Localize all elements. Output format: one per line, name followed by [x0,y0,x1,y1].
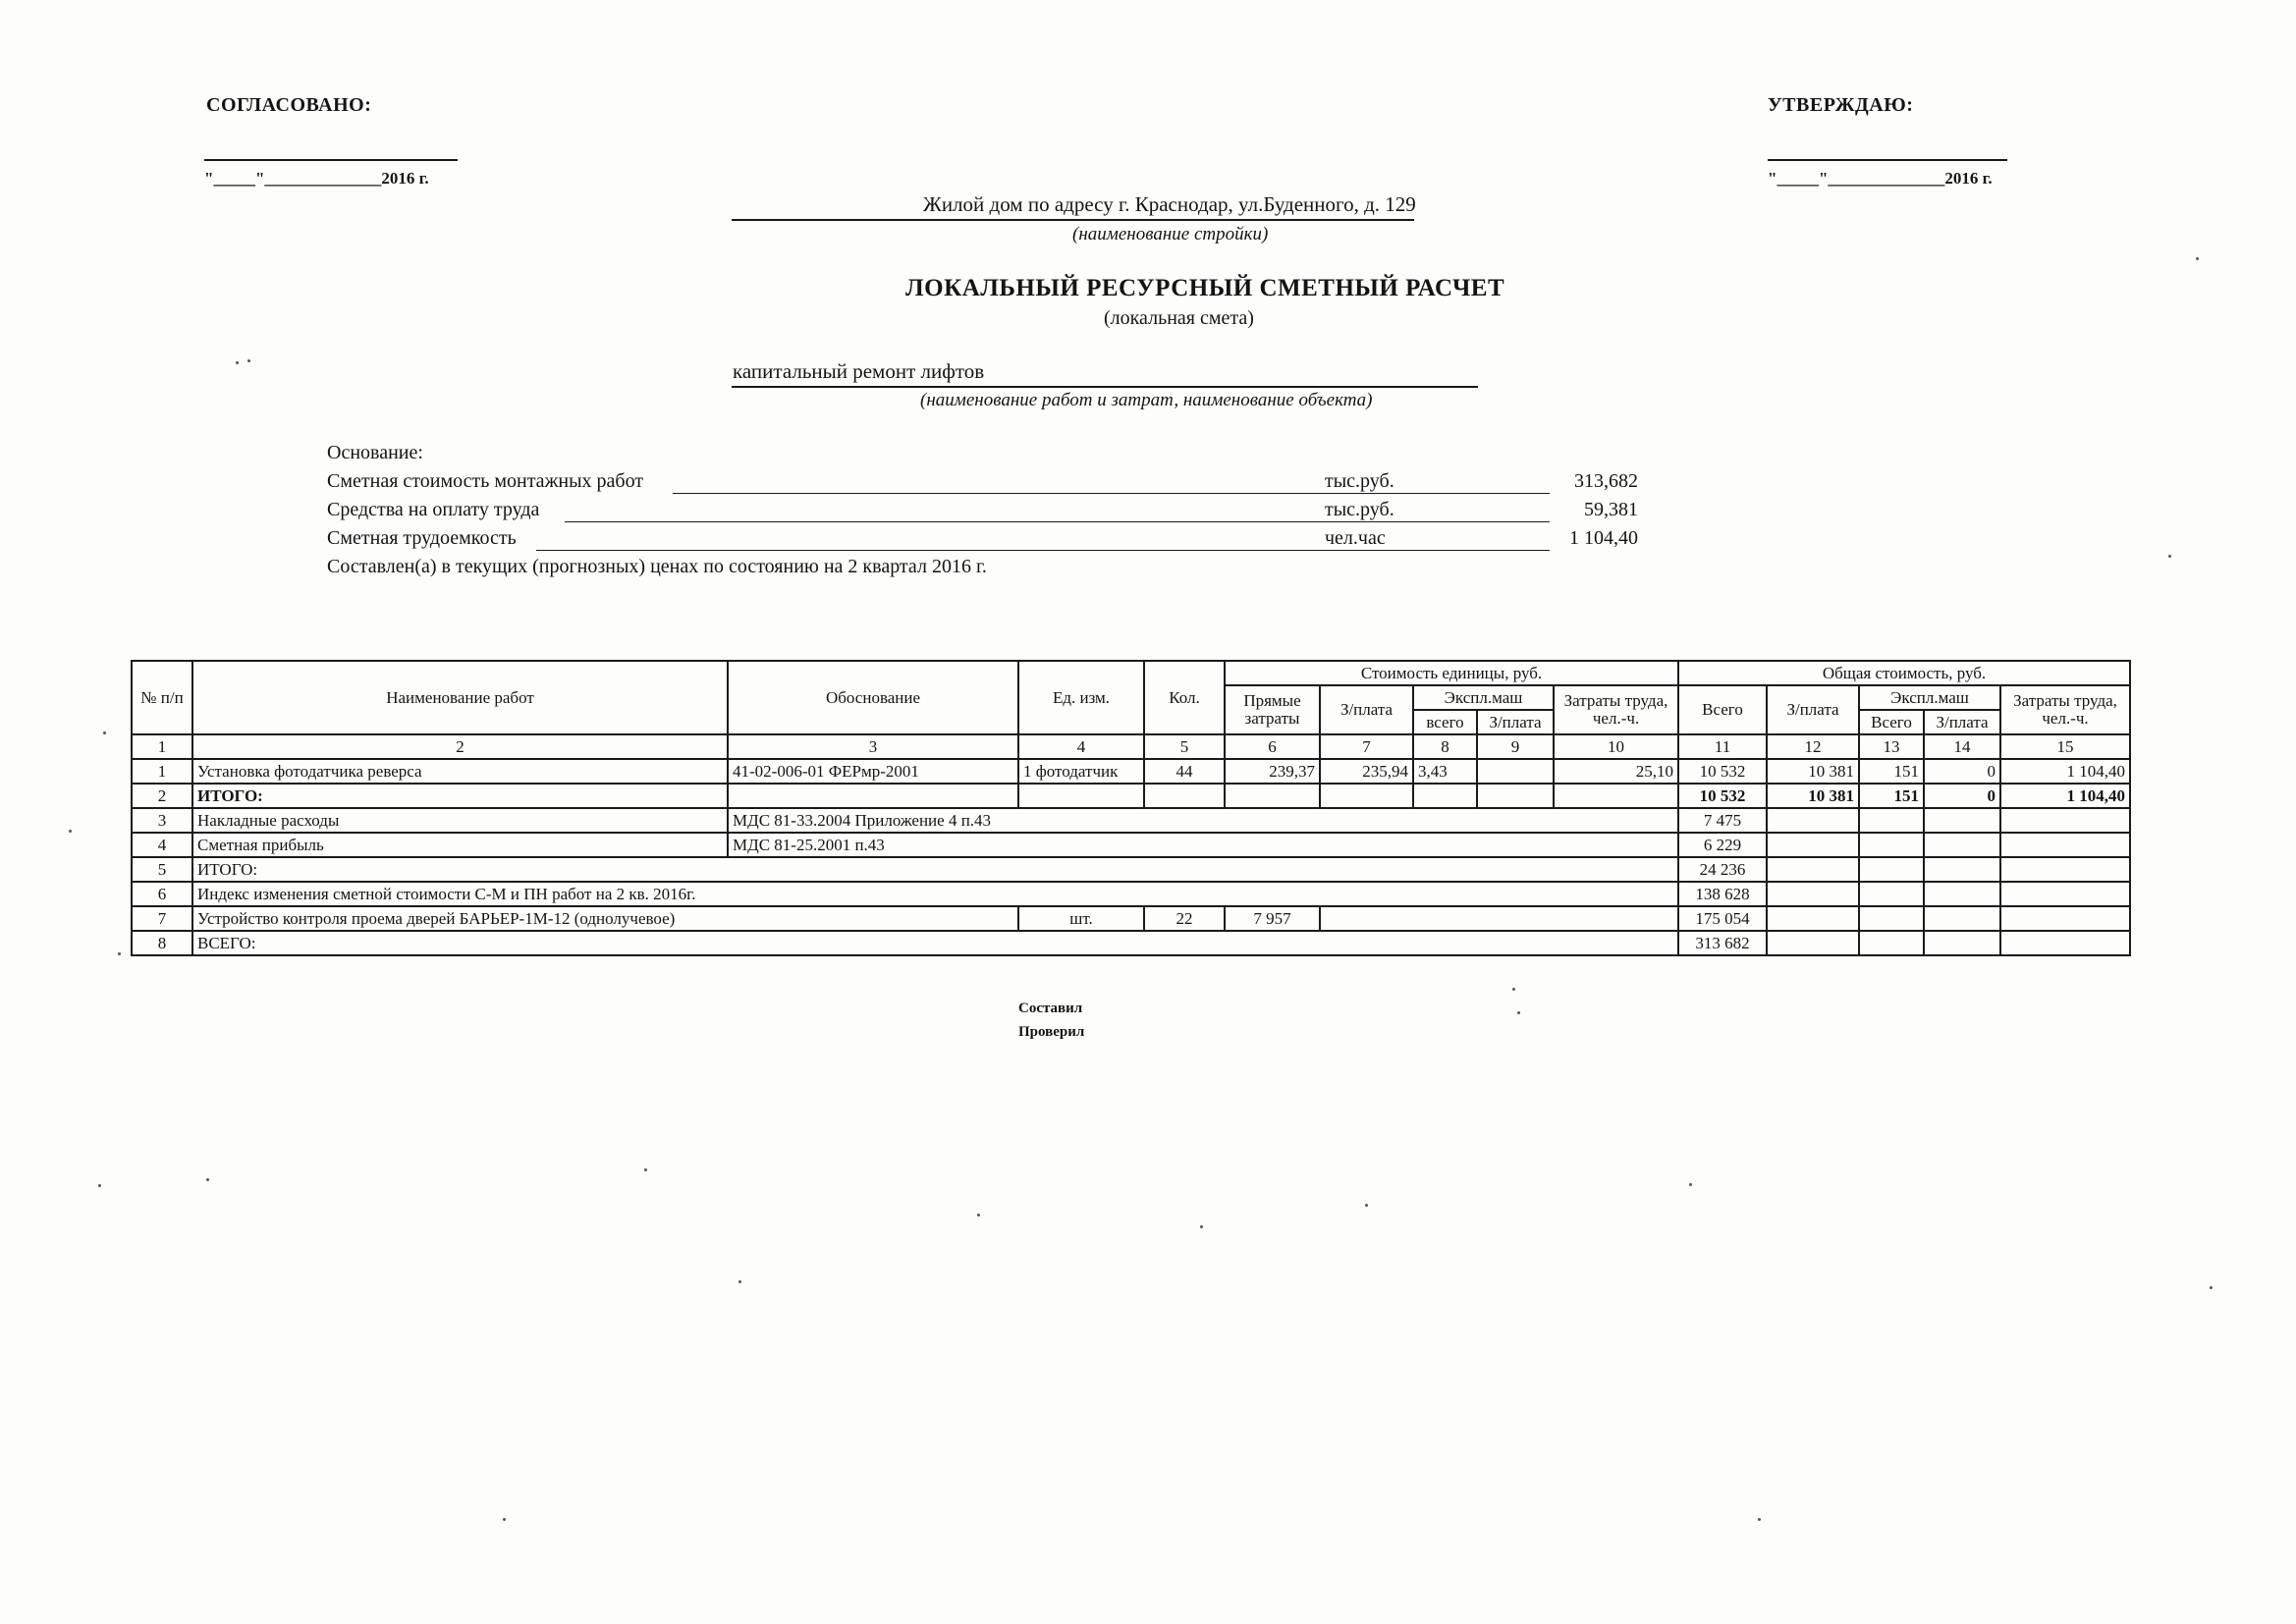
table-header-row [132,661,2130,685]
row-basis: 41-02-006-01 ФЕРмр-2001 [728,759,1018,784]
scan-speck [98,1184,101,1187]
row-total-mach: 151 [1859,759,1924,784]
row-num: 3 [132,808,192,833]
header-unit: Ед. изм. [1018,661,1144,734]
row-name: ИТОГО: [192,784,728,808]
colnum: 11 [1678,734,1767,759]
row-mach-wage [1477,784,1554,808]
colnum: 5 [1144,734,1225,759]
agreed-caption: СОГЛАСОВАНО: [206,94,372,116]
scan-speck [503,1518,506,1521]
scan-speck [1517,1011,1520,1014]
scan-speck [1689,1183,1692,1186]
scan-speck [69,830,72,833]
basis-label-labor: Сметная трудоемкость [327,527,517,549]
basis-label-wages: Средства на оплату труда [327,499,540,520]
header-mach-group: Экспл.маш [1413,685,1554,710]
row-total-mach [1859,906,1924,931]
table-row [132,833,2130,857]
row-total-mach [1859,833,1924,857]
scan-speck [2168,555,2171,558]
basis-unit-wages: тыс.руб. [1325,499,1394,520]
agreed-date-line: "_____"______________2016 г. [204,169,429,188]
colnum: 1 [132,734,192,759]
row-total: 10 532 [1678,784,1767,808]
scan-speck [236,361,239,364]
table-row [132,931,2130,955]
colnum: 8 [1413,734,1477,759]
row-qty [1144,784,1225,808]
header-name: Наименование работ [192,661,728,734]
row-total-mach [1859,882,1924,906]
scan-speck [2196,257,2199,260]
row-direct: 239,37 [1225,759,1320,784]
row-total-wage: 10 381 [1767,759,1859,784]
header-total-mach-all: Всего [1859,710,1924,734]
checked-by-label: Проверил [1018,1024,1085,1040]
colnum: 10 [1554,734,1678,759]
row-mach [1413,784,1477,808]
row-num: 5 [132,857,192,882]
row-total-mach-wage [1924,931,2000,955]
scan-speck [1365,1204,1368,1207]
row-total-labor [2000,808,2130,833]
compiled-by-label: Составил [1018,1001,1083,1016]
table-row [132,759,2130,784]
row-total-mach-wage [1924,882,2000,906]
scan-speck [644,1168,647,1171]
compiled-note: Составлен(а) в текущих (прогнозных) ценах по состоянию на 2 квартал 2016 г. [327,556,987,577]
scan-speck [2210,1286,2213,1289]
basis-heading: Основание: [327,442,423,463]
estimate-table [131,660,2131,956]
colnum: 4 [1018,734,1144,759]
row-direct [1225,784,1320,808]
project-underline [732,219,1414,221]
row-basis: МДС 81-33.2004 Приложение 4 п.43 [728,808,1678,833]
scan-speck [1758,1518,1761,1521]
row-total-wage [1767,882,1859,906]
row-total: 24 236 [1678,857,1767,882]
row-name: Индекс изменения сметной стоимости С-М и ПН работ на 2 кв. 2016г. [192,882,1678,906]
header-total-mach-wage: З/плата [1924,710,2000,734]
basis-block [327,442,1638,589]
header-qty: Кол. [1144,661,1225,734]
row-total-mach-wage [1924,857,2000,882]
row-name: Накладные расходы [192,808,728,833]
header-total-labor: Затраты труда, чел.-ч. [2000,685,2130,734]
row-total-labor [2000,931,2130,955]
scan-speck [1200,1225,1203,1228]
row-direct: 7 957 [1225,906,1320,931]
row-total-mach-wage: 0 [1924,784,2000,808]
row-total-mach: 151 [1859,784,1924,808]
colnum: 15 [2000,734,2130,759]
header-labor: Затраты труда, чел.-ч. [1554,685,1678,734]
row-total-labor [2000,882,2130,906]
row-total-mach [1859,857,1924,882]
row-total-mach-wage [1924,808,2000,833]
scan-speck [118,952,121,955]
row-total-labor [2000,857,2130,882]
colnum: 6 [1225,734,1320,759]
row-unit: шт. [1018,906,1144,931]
basis-label-mounting: Сметная стоимость монтажных работ [327,470,644,492]
header-num: № п/п [132,661,192,734]
header-unit-cost-group: Стоимость единицы, руб. [1225,661,1678,685]
row-total-labor: 1 104,40 [2000,784,2130,808]
header-mach-wage: З/плата [1477,710,1554,734]
table-row [132,906,2130,931]
row-total-labor [2000,833,2130,857]
row-total-wage [1767,808,1859,833]
row-qty: 22 [1144,906,1225,931]
row-mach-wage [1477,759,1554,784]
row-num: 6 [132,882,192,906]
approve-caption: УТВЕРЖДАЮ: [1768,94,1914,116]
colnum: 2 [192,734,728,759]
row-total-wage: 10 381 [1767,784,1859,808]
row-total: 7 475 [1678,808,1767,833]
document-subtitle: (локальная смета) [1104,307,1254,329]
row-total-wage [1767,931,1859,955]
row-total-wage [1767,833,1859,857]
row-labor [1554,784,1678,808]
colnum: 7 [1320,734,1413,759]
approve-date-line: "_____"______________2016 г. [1768,169,1993,188]
colnum: 13 [1859,734,1924,759]
row-total-mach-wage: 0 [1924,759,2000,784]
row-wage: 235,94 [1320,759,1413,784]
row-total: 313 682 [1678,931,1767,955]
row-num: 4 [132,833,192,857]
header-total-all: Всего [1678,685,1767,734]
header-direct: Прямые затраты [1225,685,1320,734]
row-total-labor [2000,906,2130,931]
row-total-mach-wage [1924,906,2000,931]
row-total-mach [1859,931,1924,955]
row-total-mach-wage [1924,833,2000,857]
row-qty: 44 [1144,759,1225,784]
scan-speck [738,1280,741,1283]
row-num: 7 [132,906,192,931]
row-name: ИТОГО: [192,857,1678,882]
scan-speck [247,359,250,362]
header-wage: З/плата [1320,685,1413,734]
row-empty [1320,906,1678,931]
row-num: 2 [132,784,192,808]
header-mach-all: всего [1413,710,1477,734]
basis-value-wages: 59,381 [1584,499,1638,520]
row-labor: 25,10 [1554,759,1678,784]
row-unit: 1 фотодатчик [1018,759,1144,784]
table-row [132,857,2130,882]
basis-fill-line [536,550,1550,551]
row-name: Сметная прибыль [192,833,728,857]
scan-speck [977,1214,980,1217]
project-caption: (наименование стройки) [1072,224,1269,244]
approve-signature-line [1768,159,2007,161]
row-total-mach [1859,808,1924,833]
document-title: ЛОКАЛЬНЫЙ РЕСУРСНЫЙ СМЕТНЫЙ РАСЧЕТ [905,275,1505,301]
row-basis [728,784,1018,808]
row-total: 6 229 [1678,833,1767,857]
basis-value-mounting: 313,682 [1574,470,1638,492]
row-total: 10 532 [1678,759,1767,784]
header-total-mach-group: Экспл.маш [1859,685,2000,710]
table-row [132,784,2130,808]
basis-value-labor: 1 104,40 [1569,527,1638,549]
scan-speck [103,731,106,734]
row-num: 1 [132,759,192,784]
basis-unit-mounting: тыс.руб. [1325,470,1394,492]
basis-fill-line [565,521,1550,522]
header-total-cost-group: Общая стоимость, руб. [1678,661,2130,685]
agreed-signature-line [204,159,458,161]
row-total-labor: 1 104,40 [2000,759,2130,784]
colnum: 14 [1924,734,2000,759]
table-row [132,882,2130,906]
row-total-wage [1767,906,1859,931]
header-total-wage: З/плата [1767,685,1859,734]
row-unit [1018,784,1144,808]
row-basis: МДС 81-25.2001 п.43 [728,833,1678,857]
work-name: капитальный ремонт лифтов [733,359,985,383]
row-name: ВСЕГО: [192,931,1678,955]
row-mach: 3,43 [1413,759,1477,784]
work-caption: (наименование работ и затрат, наименование объекта) [920,390,1373,410]
row-total: 175 054 [1678,906,1767,931]
colnum: 9 [1477,734,1554,759]
row-total-wage [1767,857,1859,882]
basis-fill-line [673,493,1550,494]
scan-speck [206,1178,209,1181]
colnum: 12 [1767,734,1859,759]
scan-speck [1512,988,1515,991]
row-num: 8 [132,931,192,955]
work-underline [732,386,1478,388]
project-name: Жилой дом по адресу г. Краснодар, ул.Буденного, д. 129 [923,192,1416,216]
row-wage [1320,784,1413,808]
header-basis: Обоснование [728,661,1018,734]
row-total: 138 628 [1678,882,1767,906]
table-row [132,808,2130,833]
colnum: 3 [728,734,1018,759]
column-number-row [132,734,2130,759]
row-name: Устройство контроля проема дверей БАРЬЕР-1М-12 (однолучевое) [192,906,1018,931]
basis-unit-labor: чел.час [1325,527,1386,549]
row-name: Установка фотодатчика реверса [192,759,728,784]
